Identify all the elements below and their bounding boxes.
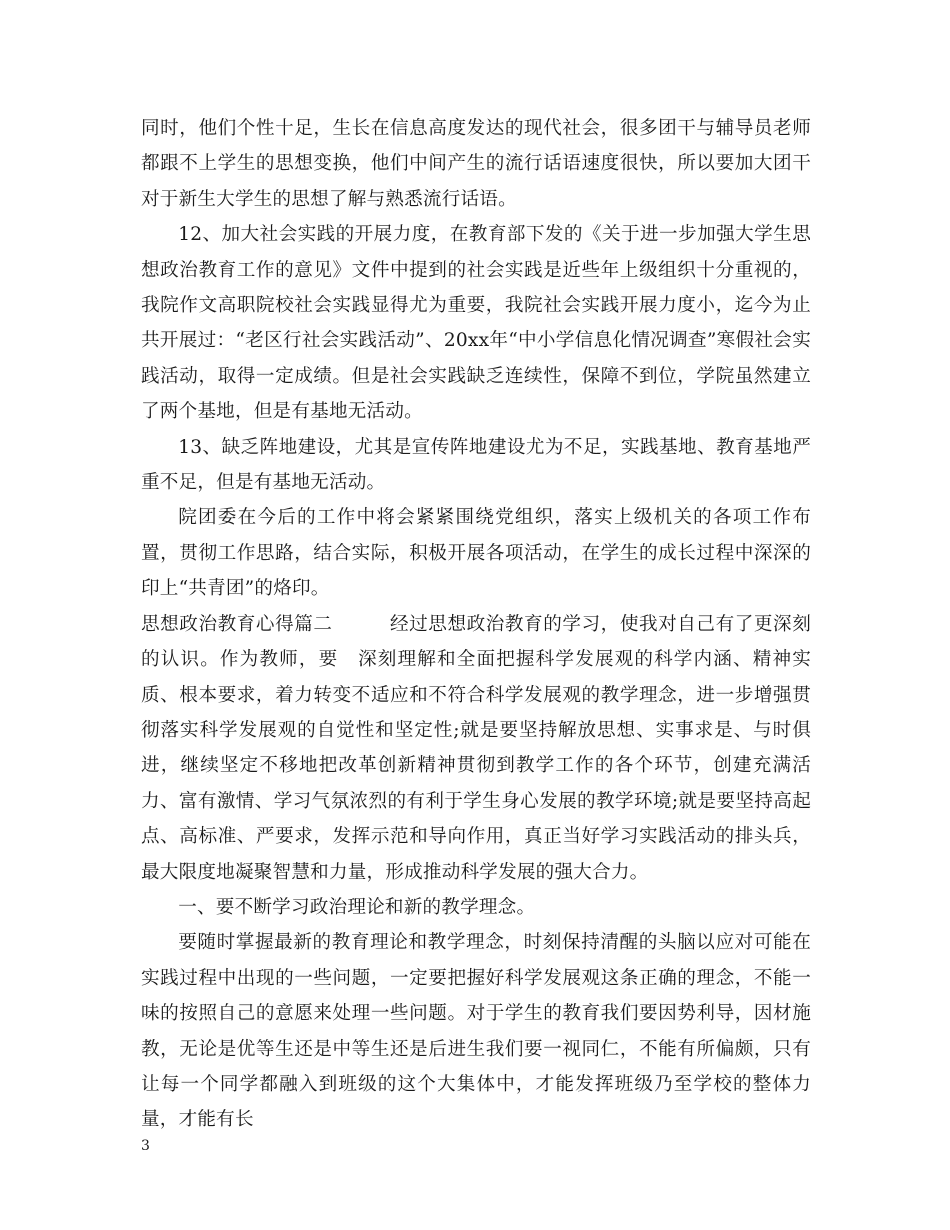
page-number: 3 xyxy=(141,1138,150,1154)
paragraph-5: 思想政治教育心得篇二 经过思想政治教育的学习，使我对自己有了更深刻的认识。作为教师，要 深刻理解和全面把握科学发展观的科学内涵、精神实质、根本要求，着力转变不适应和不符合科学发展观的教学理念，进一步增强贯彻落实科学发展观的自觉性和坚定性;就是要坚持解放思想、实事求是、与时俱进，继续坚定不移地把改革创新精神贯彻到教学工作的各个环节，创建充满活力、富有激情、学习气氛浓烈的有利于学生身心发展的教学环境;就是要坚持高起点、高标准、严要求，发挥示范和导向作用，真正当好学习实践活动的排头兵，最大限度地凝聚智慧和力量，形成推动科学发展的强大合力。 xyxy=(141,613,811,883)
paragraph-3: 13、缺乏阵地建设，尤其是宣传阵地建设尤为不足，实践基地、教育基地严重不足，但是有基地无活动。 xyxy=(141,436,811,494)
paragraph-4: 院团委在今后的工作中将会紧紧围绕党组织，落实上级机关的各项工作布置，贯彻工作思路，结合实际，积极开展各项活动，在学生的成长过程中深深的印上“共青团”的烙印。 xyxy=(141,507,811,600)
document-body xyxy=(141,111,811,1138)
section-heading: 一、要不断学习政治理论和新的教学理念。 xyxy=(178,896,536,918)
paragraph-2: 12、加大社会实践的开展力度，在教育部下发的《关于进一步加强大学生思想政治教育工作的意见》文件中提到的社会实践是近些年上级组织十分重视的，我院作文高职院校社会实践显得尤为重要，我院社会实践开展力度小，迄今为止共开展过：“老区行社会实践活动”、20xx年“中小学信息化情况调查”寒假社会实践活动，取得一定成绩。但是社会实践缺乏连续性，保障不到位，学院虽然建立了两个基地，但是有基地无活动。 xyxy=(141,224,811,423)
paragraph-7: 要随时掌握最新的教育理论和教学理念，时刻保持清醒的头脑以应对可能在实践过程中出现的一些问题，一定要把握好科学发展观这条正确的理念，不能一味的按照自己的意愿来处理一些问题。对于学生的教育我们要因势利导，因材施教，无论是优等生还是中等生还是后进生我们要一视同仁，不能有所偏颇，只有让每一个同学都融入到班级的这个大集体中，才能发挥班级乃至学校的整体力量，才能有长 xyxy=(141,932,811,1131)
paragraph-1: 同时，他们个性十足，生长在信息高度发达的现代社会，很多团干与辅导员老师都跟不上学生的思想变换，他们中间产生的流行话语速度很快，所以要加大团干对于新生大学生的思想了解与熟悉流行话语。 xyxy=(141,118,811,210)
